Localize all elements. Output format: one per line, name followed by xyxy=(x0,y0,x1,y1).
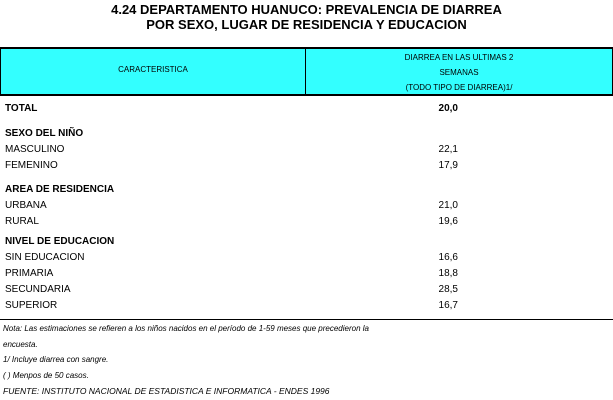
row-value: 16,6 xyxy=(438,252,458,263)
row-value: 28,5 xyxy=(438,284,458,295)
table-title-line2: POR SEXO, LUGAR DE RESIDENCIA Y EDUCACION xyxy=(146,17,467,32)
row-label: SECUNDARIA xyxy=(5,284,71,295)
section-heading-label: NIVEL DE EDUCACION xyxy=(5,236,115,247)
section-heading-residence xyxy=(0,182,613,198)
row-label: FEMENINO xyxy=(5,160,58,171)
footnote-note-continued: encuesta. xyxy=(3,340,38,349)
bottom-divider xyxy=(0,319,613,320)
row-value: 21,0 xyxy=(438,200,458,211)
row-value: 17,9 xyxy=(438,160,458,171)
row-value: 19,6 xyxy=(438,216,458,227)
row-value: 22,1 xyxy=(438,144,458,155)
row-label: URBANA xyxy=(5,200,47,211)
row-label: RURAL xyxy=(5,216,39,227)
table-row xyxy=(0,282,613,298)
section-heading-education xyxy=(0,234,613,250)
table-row xyxy=(0,158,613,174)
table-row xyxy=(0,214,613,230)
row-value: 16,7 xyxy=(438,300,458,311)
row-label: PRIMARIA xyxy=(5,268,54,279)
header-label-characteristic: CARACTERISTICA xyxy=(118,65,188,74)
section-heading-label: SEXO DEL NIÑO xyxy=(5,128,84,139)
row-label: SIN EDUCACION xyxy=(5,252,85,263)
header-label-diarrhea-line1: DIARREA EN LAS ULTIMAS 2 xyxy=(404,53,514,62)
table-title-line1: 4.24 DEPARTAMENTO HUANUCO: PREVALENCIA DE DIARREA xyxy=(111,2,502,17)
table-row xyxy=(0,266,613,282)
header-label-diarrhea-line2: SEMANAS xyxy=(439,68,479,77)
row-label: TOTAL xyxy=(5,103,38,114)
table-row xyxy=(0,298,613,314)
section-heading-sex xyxy=(0,126,613,142)
table-row-total xyxy=(0,101,613,117)
footnote-bloody-diarrhea: 1/ Incluye diarrea con sangre. xyxy=(3,355,109,364)
header-cell-characteristic xyxy=(0,47,306,96)
header-cell-diarrhea xyxy=(306,47,613,96)
row-value: 18,8 xyxy=(438,268,458,279)
footnote-note: Nota: Las estimaciones se refieren a los niños nacidos en el período de 1-59 meses que precedieron la xyxy=(3,324,369,333)
header-label-diarrhea-line3: (TODO TIPO DE DIARREA)1/ xyxy=(405,83,513,92)
row-label: SUPERIOR xyxy=(5,300,58,311)
footnote-small-cases: ( ) Menpos de 50 casos. xyxy=(3,371,89,380)
table-row xyxy=(0,198,613,214)
table-row xyxy=(0,250,613,266)
row-value: 20,0 xyxy=(438,103,458,114)
table-row xyxy=(0,142,613,158)
source-line: FUENTE: INSTITUTO NACIONAL DE ESTADISTICA E INFORMATICA - ENDES 1996 xyxy=(3,386,330,396)
row-label: MASCULINO xyxy=(5,144,65,155)
section-heading-label: AREA DE RESIDENCIA xyxy=(5,184,115,195)
